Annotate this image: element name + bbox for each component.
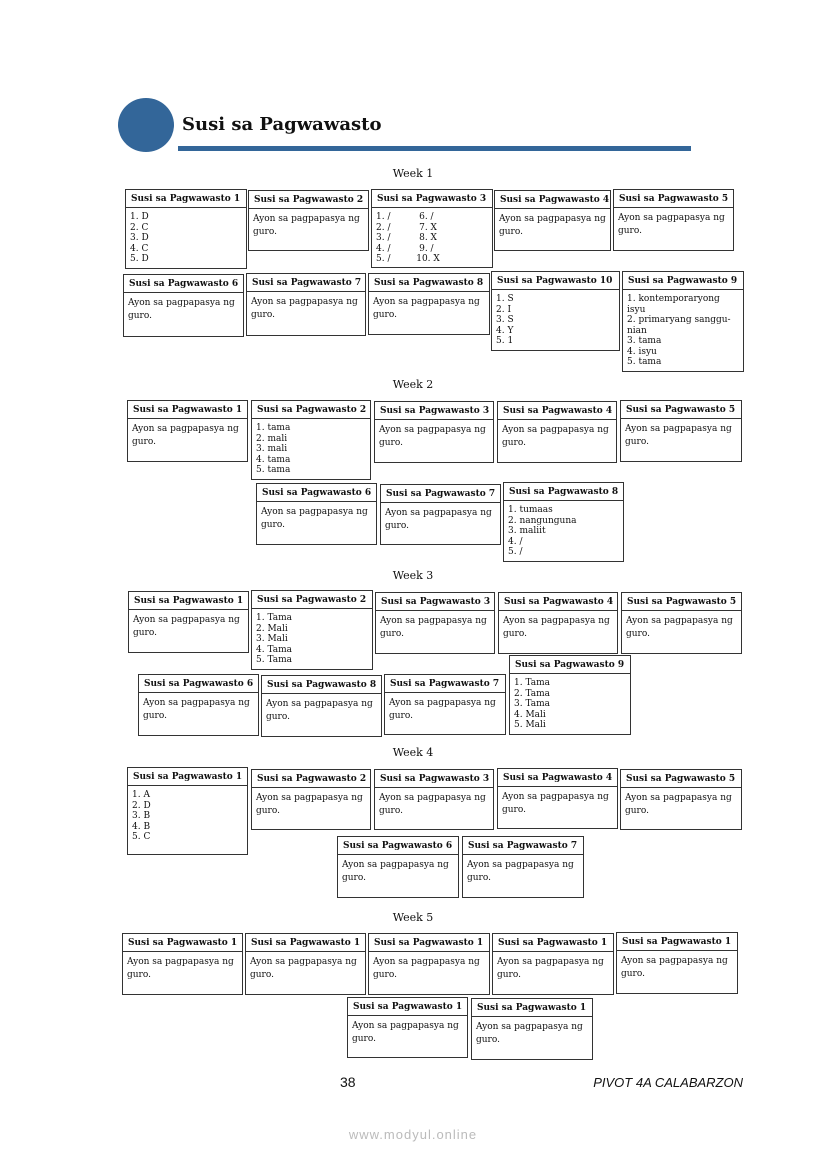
answer-key-body: Ayon sa pagpapasya ng guro.: [502, 792, 609, 815]
answer-key-title: Susi sa Pagwawasto 9: [510, 656, 630, 674]
week-label: Week 2: [392, 378, 434, 391]
answer-key-title: Susi sa Pagwawasto 1: [472, 999, 592, 1017]
answer-key-box: [261, 675, 382, 737]
answer-key-box: [620, 400, 742, 462]
answer-key-title: Susi sa Pagwawasto 1: [348, 998, 467, 1016]
answer-line: 5. C: [132, 832, 151, 842]
answer-key-body: Ayon sa pagpapasya ng guro.: [373, 297, 480, 320]
page-title: Susi sa Pagwawasto: [182, 114, 382, 135]
answer-key-body: Ayon sa pagpapasya ng guro.: [499, 214, 606, 237]
answer-key-box: [622, 271, 744, 372]
answer-key-body: Ayon sa pagpapasya ng guro.: [250, 957, 357, 980]
answer-key-title: Susi sa Pagwawasto 3: [372, 190, 492, 208]
answer-key-box: [251, 400, 371, 480]
answer-key-title: Susi sa Pagwawasto 1: [369, 934, 489, 952]
answer-line: 4. B: [132, 821, 151, 832]
answer-line: 5. tama: [256, 465, 291, 475]
answer-line: 2. Tama: [514, 688, 551, 699]
answer-key-body: [252, 419, 370, 480]
answer-key-title: Susi sa Pagwawasto 1: [493, 934, 613, 952]
answer-key-box: [368, 273, 490, 335]
week-label: Week 4: [392, 746, 434, 759]
answer-line: 2. Mali: [256, 623, 288, 634]
answer-key-body: Ayon sa pagpapasya ng guro.: [127, 957, 234, 980]
answer-key-box: [491, 271, 620, 351]
answer-key-title: Susi sa Pagwawasto 4: [498, 769, 617, 787]
answer-key-title: Susi sa Pagwawasto 1: [128, 401, 247, 419]
answer-line: 1. kontemporaryong: [627, 294, 720, 304]
answer-key-body: [492, 290, 619, 351]
header-underline-bar: [178, 146, 691, 151]
answer-key-title: Susi sa Pagwawasto 8: [504, 483, 623, 501]
answer-key-body: Ayon sa pagpapasya ng guro.: [373, 957, 480, 980]
answer-key-body: Ayon sa pagpapasya ng guro.: [389, 698, 496, 721]
answer-line: 2. nangunguna: [508, 515, 577, 526]
answer-key-body: Ayon sa pagpapasya ng guro.: [342, 860, 449, 883]
answer-key-box: [127, 400, 248, 462]
answer-line: 3. Mali: [256, 634, 288, 644]
answer-key-body: Ayon sa pagpapasya ng guro.: [497, 957, 604, 980]
answer-key-box: [248, 190, 369, 251]
answer-line: 1. tama: [256, 423, 291, 433]
page-number: 38: [340, 1074, 356, 1090]
answer-key-body: [126, 208, 246, 269]
answer-line: isyu: [627, 304, 646, 315]
answer-key-box: [492, 933, 614, 995]
answer-line: 4. / 9. /: [376, 243, 434, 254]
week-label: Week 5: [392, 911, 434, 924]
answer-key-body: Ayon sa pagpapasya ng guro.: [503, 616, 610, 639]
answer-key-title: Susi sa Pagwawasto 7: [463, 837, 583, 855]
answer-key-title: Susi sa Pagwawasto 4: [499, 593, 617, 611]
answer-key-box: [621, 592, 742, 654]
answer-key-box: [374, 769, 494, 830]
answer-key-body: Ayon sa pagpapasya ng guro.: [132, 424, 239, 447]
answer-key-title: Susi sa Pagwawasto 3: [376, 593, 494, 611]
answer-line: 2. I: [496, 304, 512, 315]
answer-key-title: Susi sa Pagwawasto 7: [381, 485, 500, 503]
answer-line: 1. Tama: [256, 613, 293, 623]
answer-line: 2. D: [132, 800, 151, 811]
answer-line: 5. / 10. X: [376, 254, 440, 264]
answer-key-box: [128, 591, 249, 653]
answer-key-box: [494, 190, 611, 251]
watermark: www.modyul.online: [348, 1127, 478, 1142]
answer-key-body: Ayon sa pagpapasya ng guro.: [626, 616, 733, 639]
answer-key-box: [347, 997, 468, 1058]
answer-line: 4. Tama: [256, 644, 293, 655]
answer-line: 2. mali: [256, 433, 288, 444]
answer-key-title: Susi sa Pagwawasto 2: [252, 770, 370, 788]
answer-key-body: Ayon sa pagpapasya ng guro.: [133, 615, 240, 638]
answer-key-box: [246, 273, 366, 336]
answer-key-title: Susi sa Pagwawasto 4: [498, 402, 616, 420]
answer-key-title: Susi sa Pagwawasto 1: [129, 592, 248, 610]
answer-key-box: [125, 189, 247, 269]
answer-key-box: [371, 189, 493, 268]
answer-key-title: Susi sa Pagwawasto 5: [622, 593, 741, 611]
answer-key-box: [138, 674, 259, 736]
answer-key-box: [245, 933, 366, 995]
answer-key-box: [462, 836, 584, 898]
answer-line: 3. B: [132, 811, 151, 821]
answer-key-title: Susi sa Pagwawasto 3: [375, 770, 493, 788]
answer-line: 4. isyu: [627, 346, 657, 357]
answer-key-body: Ayon sa pagpapasya ng guro.: [143, 698, 250, 721]
header-circle-decoration: [118, 98, 174, 152]
answer-key-body: [372, 208, 492, 269]
answer-key-body: Ayon sa pagpapasya ng guro.: [625, 424, 732, 447]
answer-line: 2. primaryang sanggu-: [627, 315, 731, 325]
answer-key-box: [616, 932, 738, 994]
answer-key-body: Ayon sa pagpapasya ng guro.: [251, 297, 358, 320]
answer-key-box: [375, 592, 495, 654]
answer-key-body: Ayon sa pagpapasya ng guro.: [467, 860, 574, 883]
answer-key-body: Ayon sa pagpapasya ng guro.: [380, 616, 487, 639]
answer-line: 4. Y: [496, 325, 514, 336]
answer-line: 3. maliit: [508, 526, 546, 536]
answer-key-box: [384, 674, 506, 735]
answer-key-title: Susi sa Pagwawasto 7: [247, 274, 365, 292]
answer-line: 5. Mali: [514, 720, 546, 730]
answer-key-body: Ayon sa pagpapasya ng guro.: [502, 425, 609, 448]
answer-key-title: Susi sa Pagwawasto 6: [338, 837, 458, 855]
answer-line: 5. Tama: [256, 655, 293, 665]
answer-key-title: Susi sa Pagwawasto 5: [614, 190, 733, 208]
answer-key-title: Susi sa Pagwawasto 2: [249, 191, 368, 209]
answer-key-body: Ayon sa pagpapasya ng guro.: [256, 793, 363, 816]
answer-key-box: [251, 590, 373, 670]
answer-key-box: [498, 592, 618, 654]
answer-line: 3. Tama: [514, 699, 551, 709]
answer-key-title: Susi sa Pagwawasto 2: [252, 401, 370, 419]
answer-line: 1. tumaas: [508, 505, 553, 515]
answer-key-box: [503, 482, 624, 562]
answer-line: 4. tama: [256, 454, 291, 465]
answer-line: 1. D: [130, 212, 149, 222]
answer-key-title: Susi sa Pagwawasto 8: [369, 274, 489, 292]
answer-key-body: Ayon sa pagpapasya ng guro.: [253, 214, 360, 237]
answer-key-box: [497, 401, 617, 463]
answer-key-box: [497, 768, 618, 829]
answer-line: nian: [627, 325, 647, 336]
answer-line: 3. tama: [627, 336, 662, 346]
answer-line: 1. S: [496, 294, 514, 304]
answer-key-box: [509, 655, 631, 735]
answer-key-title: Susi sa Pagwawasto 6: [257, 484, 376, 502]
answer-key-body: Ayon sa pagpapasya ng guro.: [379, 425, 486, 448]
answer-key-title: Susi sa Pagwawasto 1: [246, 934, 365, 952]
answer-key-title: Susi sa Pagwawasto 10: [492, 272, 619, 290]
week-label: Week 3: [392, 569, 434, 582]
answer-key-box: [613, 189, 734, 251]
answer-key-title: Susi sa Pagwawasto 9: [623, 272, 743, 290]
answer-key-body: Ayon sa pagpapasya ng guro.: [621, 956, 728, 979]
answer-line: 5. /: [508, 547, 523, 557]
answer-key-body: Ayon sa pagpapasya ng guro.: [618, 213, 725, 236]
answer-line: 3. / 8. X: [376, 233, 437, 243]
answer-key-box: [122, 933, 243, 995]
answer-key-box: [337, 836, 459, 898]
answer-key-title: Susi sa Pagwawasto 4: [495, 191, 610, 209]
answer-line: 5. 1: [496, 336, 514, 346]
answer-line: 4. /: [508, 536, 523, 547]
answer-key-body: [128, 786, 247, 847]
answer-key-title: Susi sa Pagwawasto 8: [262, 676, 381, 694]
answer-line: 5. D: [130, 254, 149, 264]
answer-key-title: Susi sa Pagwawasto 5: [621, 401, 741, 419]
answer-line: 4. C: [130, 243, 149, 254]
answer-key-title: Susi sa Pagwawasto 7: [385, 675, 505, 693]
answer-key-body: Ayon sa pagpapasya ng guro.: [476, 1022, 583, 1045]
answer-key-title: Susi sa Pagwawasto 1: [617, 933, 737, 951]
answer-key-box: [251, 769, 371, 830]
answer-key-body: [623, 290, 743, 372]
answer-line: 1. Tama: [514, 678, 551, 688]
answer-key-title: Susi sa Pagwawasto 3: [375, 402, 493, 420]
answer-key-body: [510, 674, 630, 735]
answer-key-body: [252, 609, 372, 670]
answer-line: 5. tama: [627, 357, 662, 367]
answer-key-box: [374, 401, 494, 463]
answer-line: 4. Mali: [514, 709, 546, 720]
answer-key-body: Ayon sa pagpapasya ng guro.: [625, 793, 732, 816]
answer-key-title: Susi sa Pagwawasto 1: [126, 190, 246, 208]
answer-key-box: [620, 769, 742, 830]
answer-key-box: [471, 998, 593, 1060]
answer-line: 3. D: [130, 233, 149, 243]
answer-line: 2. / 7. X: [376, 222, 437, 233]
answer-key-body: Ayon sa pagpapasya ng guro.: [385, 508, 492, 531]
answer-line: 2. C: [130, 222, 149, 233]
answer-line: 3. mali: [256, 444, 288, 454]
answer-key-body: Ayon sa pagpapasya ng guro.: [261, 507, 368, 530]
answer-key-box: [368, 933, 490, 995]
answer-key-title: Susi sa Pagwawasto 6: [124, 275, 243, 293]
answer-key-title: Susi sa Pagwawasto 1: [123, 934, 242, 952]
week-label: Week 1: [392, 167, 434, 180]
answer-key-box: [256, 483, 377, 545]
answer-key-body: Ayon sa pagpapasya ng guro.: [352, 1021, 459, 1044]
answer-key-title: Susi sa Pagwawasto 5: [621, 770, 741, 788]
publisher-label: PIVOT 4A CALABARZON: [593, 1075, 743, 1090]
answer-key-body: Ayon sa pagpapasya ng guro.: [266, 699, 373, 722]
answer-key-title: Susi sa Pagwawasto 6: [139, 675, 258, 693]
answer-key-box: [127, 767, 248, 855]
answer-line: 1. / 6. /: [376, 212, 434, 222]
answer-key-box: [380, 484, 501, 545]
answer-key-title: Susi sa Pagwawasto 2: [252, 591, 372, 609]
answer-key-title: Susi sa Pagwawasto 1: [128, 768, 247, 786]
answer-key-body: [504, 501, 623, 562]
answer-key-box: [123, 274, 244, 337]
answer-key-body: Ayon sa pagpapasya ng guro.: [128, 298, 235, 321]
answer-key-body: Ayon sa pagpapasya ng guro.: [379, 793, 486, 816]
answer-line: 1. A: [132, 790, 150, 800]
answer-line: 3. S: [496, 315, 514, 325]
